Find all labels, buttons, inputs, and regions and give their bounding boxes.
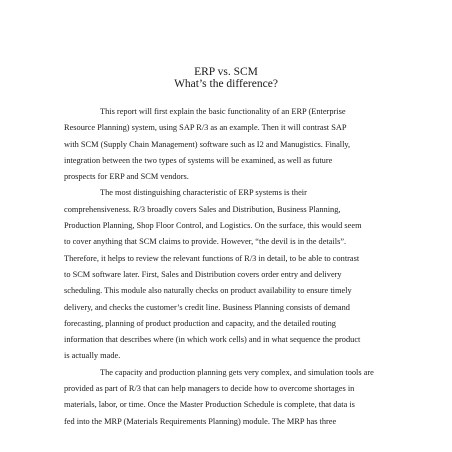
paragraph-2-line: to SCM software later. First, Sales and Distribution covers order entry and delivery: [64, 269, 342, 279]
paragraph-1-line: integration between the two types of systems will be examined, as well as future: [64, 155, 333, 165]
title-block: [0, 66, 452, 90]
paragraph-2-line: delivery, and checks the customer’s credit line. Business Planning consists of demand: [64, 302, 350, 312]
paragraph-1-line: with SCM (Supply Chain Management) software such as I2 and Manugistics. Finally,: [64, 139, 351, 149]
document-title: ERP vs. SCM: [194, 66, 258, 78]
document-body: [64, 104, 394, 430]
paragraph-2-line: is actually made.: [64, 351, 121, 361]
paragraph-2-line: information that describes where (in which work cells) and in what sequence the product: [64, 335, 361, 345]
paragraph-1-line: prospects for ERP and SCM vendors.: [64, 172, 189, 182]
paragraph-2-line: forecasting, planning of product production and capacity, and the detailed routing: [64, 318, 336, 328]
paragraph-3-line: materials, labor, or time. Once the Master Production Schedule is complete, that data is: [64, 400, 355, 410]
paragraph-3-line: The capacity and production planning gets very complex, and simulation tools are: [100, 367, 374, 377]
paragraph-1-line: Resource Planning) system, using SAP R/3 as an example. Then it will contrast SAP: [64, 123, 347, 133]
paragraph-2-line: The most distinguishing characteristic of ERP systems is their: [100, 188, 307, 198]
paragraph-1-line: This report will first explain the basic functionality of an ERP (Enterprise: [100, 107, 346, 116]
paragraph-2-line: scheduling. This module also naturally checks on product availability to ensure timely: [64, 286, 352, 296]
paragraph-2-line: comprehensiveness. R/3 broadly covers Sales and Distribution, Business Planning,: [64, 204, 341, 214]
paragraph-2-line: Production Planning, Shop Floor Control, and Logistics. On the surface, this would seem: [64, 221, 362, 231]
paragraph-3-line: fed into the MRP (Materials Requirements Planning) module. The MRP has three: [64, 416, 337, 426]
paragraph-3-line: provided as part of R/3 that can help managers to decide how to overcome shortages in: [64, 384, 355, 394]
paragraph-2-line: Therefore, it helps to review the relevant functions of R/3 in detail, to be able to contrast: [64, 253, 360, 263]
paragraph-2-line: to cover anything that SCM claims to provide. However, “the devil is in the details”.: [64, 237, 347, 247]
document-subtitle: What’s the difference?: [174, 78, 278, 90]
